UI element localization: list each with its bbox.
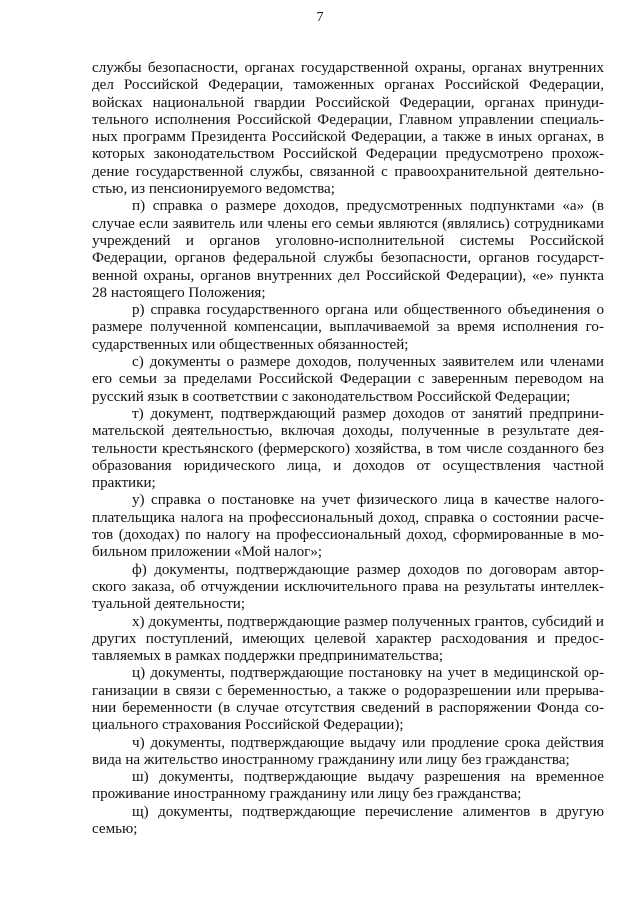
document-body bbox=[92, 60, 604, 838]
paragraph-item-sh: ш) документы, подтверждающие выдачу разрешения на временное проживание иностранному гражданину или лицу без гражданства; bbox=[92, 769, 604, 803]
paragraph-item-r: р) справка государственного органа или общественного объединения о размере полученной компенсации, выплачиваемой за время исполнения государственных или общественных обязанностей; bbox=[92, 302, 604, 353]
paragraph-item-kh: х) документы, подтверждающие размер полученных грантов, субсидий и других поступлений, имеющих целевой характер расходования и предоставляемых в рамках поддержки предпринимательства; bbox=[92, 613, 604, 665]
paragraph-item-shch: щ) документы, подтверждающие перечисление алиментов в другую семью; bbox=[92, 803, 604, 838]
page-number: 7 bbox=[316, 10, 324, 25]
paragraph-continuation: службы безопасности, органах государственной охраны, органах внутренних дел Российской Федерации, таможенных органах Российской Федерации, войсках национальной гвардии Российской Федерации, органах принудительного исполнения Российской Федерации, Главном управлении специальных программ Президента Российской Федерации, а также в иных органах, в которых законодательством Российской Федерации предусмотрено прохождение государственной службы, связанной с правоохранительной деятельностью, из пенсионируемого ведомства; bbox=[92, 60, 604, 198]
paragraph-item-u: у) справка о постановке на учет физического лица в качестве налогоплательщика налога на профессиональный доход, справка о состоянии расчетов (доходах) по налогу на профессиональный доход, сформированные в мобильном приложении «Мой налог»; bbox=[92, 492, 604, 561]
paragraph-item-ts: ц) документы, подтверждающие постановку на учет в медицинской организации в связи с беременностью, а также о родоразрешении или прерывании беременности (в случае отсутствия сведений в распоряжении Фонда социального страхования Российской Федерации); bbox=[92, 665, 604, 734]
paragraph-item-ch: ч) документы, подтверждающие выдачу или продление срока действия вида на жительство иностранному гражданину или лицу без гражданства; bbox=[92, 734, 604, 768]
paragraph-item-f: ф) документы, подтверждающие размер доходов по договорам авторского заказа, об отчуждении исключительного права на результаты интеллектуальной деятельности; bbox=[92, 561, 604, 613]
paragraph-item-p: п) справка о размере доходов, предусмотренных подпунктами «а» (в случае если заявитель или члены его семьи являются (являлись) сотрудниками учреждений и органов уголовно-исполнительной системы Российской Федерации, органов федеральной службы безопасности, органов государственной охраны, органов внутренних дел Российской Федерации), «е» пункта 28 настоящего Положения; bbox=[92, 198, 604, 301]
paragraph-item-s: с) документы о размере доходов, полученных заявителем или членами его семьи за пределами Российской Федерации с заверенным переводом на русский язык в соответствии с законодательством Российской Федерации; bbox=[92, 354, 604, 405]
paragraph-item-t: т) документ, подтверждающий размер доходов от занятий предпринимательской деятельностью, включая доходы, полученные в результате деятельности крестьянского (фермерского) хозяйства, в том числе созданного без образования юридического лица, и доходов от осуществления частной практики; bbox=[92, 405, 604, 492]
